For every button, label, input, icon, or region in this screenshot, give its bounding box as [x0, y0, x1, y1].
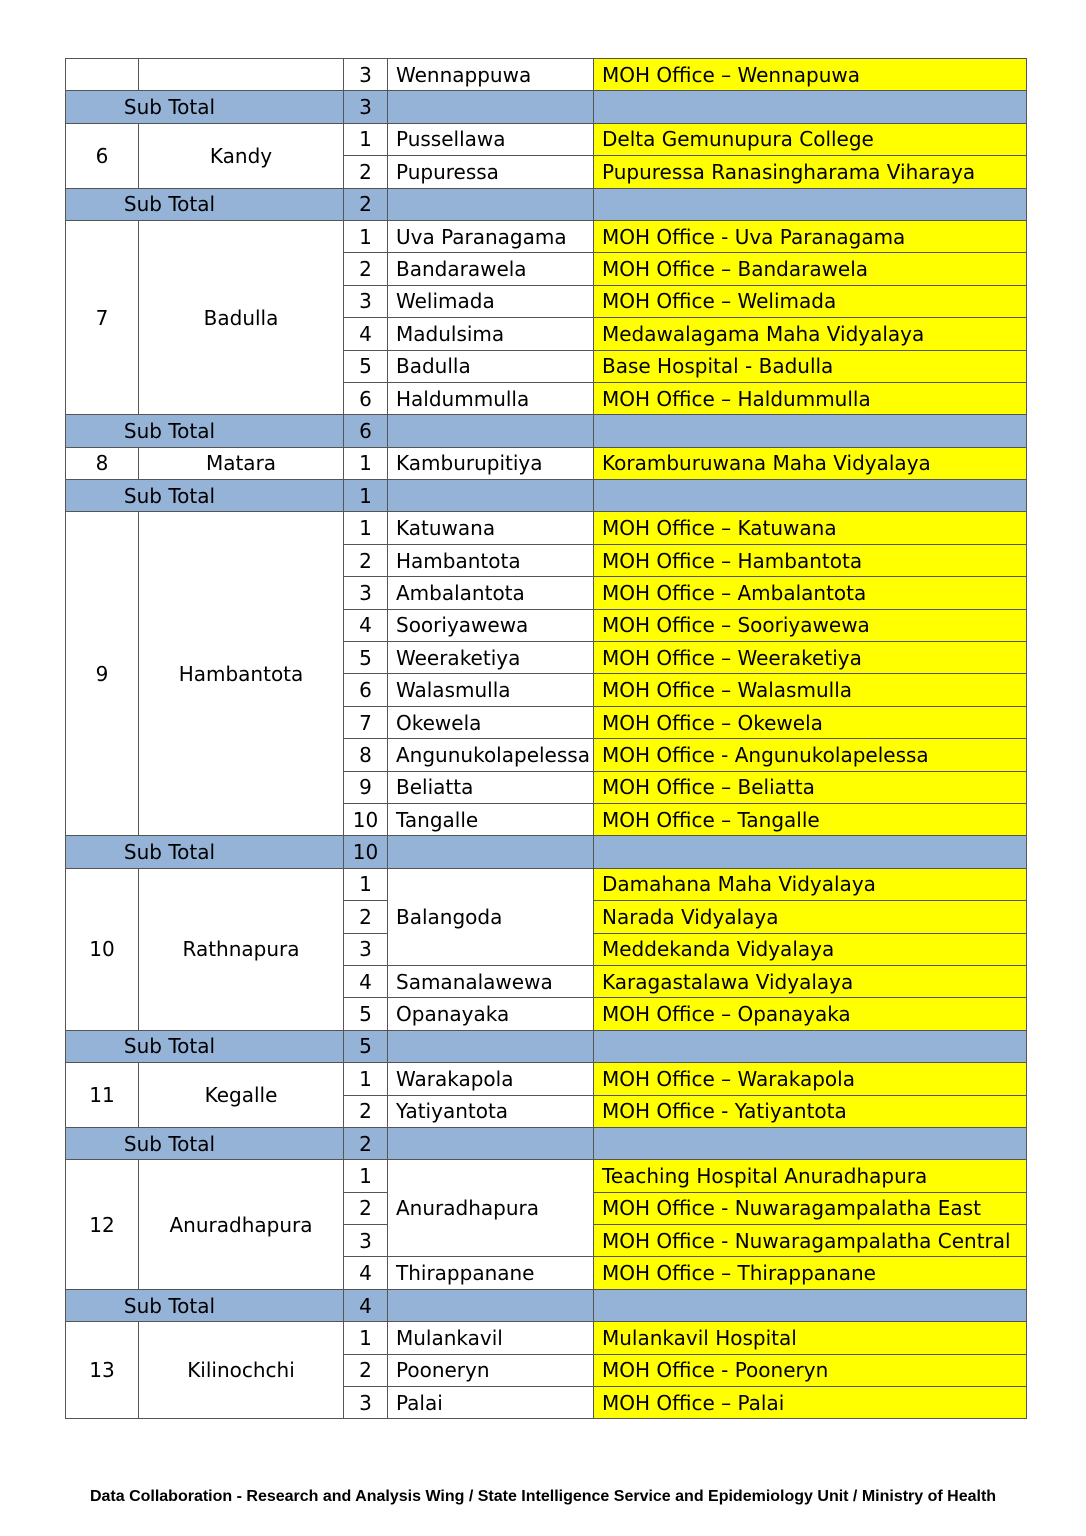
table-row	[66, 868, 1027, 900]
row-number: 2	[344, 253, 388, 285]
moh-area: Haldummulla	[388, 382, 594, 414]
table-row	[66, 512, 1027, 544]
subtotal-empty-cell	[594, 1127, 1027, 1159]
vaccination-site: MOH Office - Pooneryn	[594, 1354, 1027, 1386]
district-name: Anuradhapura	[139, 1160, 344, 1290]
row-number: 2	[344, 1192, 388, 1224]
district-number: 11	[66, 1063, 139, 1128]
district-number: 7	[66, 220, 139, 414]
subtotal-row	[66, 480, 1027, 512]
moh-area: Palai	[388, 1387, 594, 1419]
vaccination-site: Koramburuwana Maha Vidyalaya	[594, 447, 1027, 479]
vaccination-site: MOH Office – Walasmulla	[594, 674, 1027, 706]
vaccination-site: Narada Vidyalaya	[594, 901, 1027, 933]
row-number: 3	[344, 577, 388, 609]
row-number: 5	[344, 642, 388, 674]
moh-area: Uva Paranagama	[388, 220, 594, 252]
table-row	[66, 1063, 1027, 1095]
district-number: 8	[66, 447, 139, 479]
subtotal-empty-cell	[388, 480, 594, 512]
district-name: Kandy	[139, 123, 344, 188]
subtotal-empty-cell	[594, 415, 1027, 447]
district-name: Rathnapura	[139, 868, 344, 1030]
moh-area: Madulsima	[388, 318, 594, 350]
subtotal-empty-cell	[594, 836, 1027, 868]
table-row	[66, 447, 1027, 479]
row-number: 8	[344, 739, 388, 771]
subtotal-label: Sub Total	[66, 480, 344, 512]
district-number: 13	[66, 1322, 139, 1419]
vaccination-site: MOH Office - Uva Paranagama	[594, 220, 1027, 252]
row-number: 4	[344, 1257, 388, 1289]
subtotal-label: Sub Total	[66, 415, 344, 447]
subtotal-row	[66, 415, 1027, 447]
subtotal-row	[66, 836, 1027, 868]
vaccination-site: Karagastalawa Vidyalaya	[594, 965, 1027, 997]
subtotal-value: 3	[344, 91, 388, 123]
moh-area: Warakapola	[388, 1063, 594, 1095]
row-number: 3	[344, 1225, 388, 1257]
subtotal-row	[66, 188, 1027, 220]
district-number: 9	[66, 512, 139, 836]
vaccination-site: MOH Office – Tangalle	[594, 803, 1027, 835]
subtotal-label: Sub Total	[66, 91, 344, 123]
subtotal-row	[66, 1127, 1027, 1159]
table-row	[66, 123, 1027, 155]
moh-area: Yatiyantota	[388, 1095, 594, 1127]
moh-area: Wennappuwa	[388, 59, 594, 91]
district-name: Hambantota	[139, 512, 344, 836]
subtotal-label: Sub Total	[66, 1030, 344, 1062]
moh-area: Pupuressa	[388, 156, 594, 188]
district-name	[139, 59, 344, 91]
moh-area: Pooneryn	[388, 1354, 594, 1386]
row-number: 4	[344, 318, 388, 350]
subtotal-empty-cell	[594, 480, 1027, 512]
vaccination-site: Pupuressa Ranasingharama Viharaya	[594, 156, 1027, 188]
row-number: 2	[344, 901, 388, 933]
moh-area: Okewela	[388, 706, 594, 738]
district-number	[66, 59, 139, 91]
row-number: 1	[344, 447, 388, 479]
row-number: 5	[344, 998, 388, 1030]
subtotal-value: 5	[344, 1030, 388, 1062]
vaccination-site: MOH Office – Sooriyawewa	[594, 609, 1027, 641]
row-number: 4	[344, 609, 388, 641]
moh-area: Thirappanane	[388, 1257, 594, 1289]
moh-area: Pussellawa	[388, 123, 594, 155]
row-number: 3	[344, 285, 388, 317]
subtotal-label: Sub Total	[66, 1289, 344, 1321]
subtotal-row	[66, 1289, 1027, 1321]
vaccination-site: Medawalagama Maha Vidyalaya	[594, 318, 1027, 350]
vaccination-site: MOH Office - Angunukolapelessa	[594, 739, 1027, 771]
vaccination-site: MOH Office – Warakapola	[594, 1063, 1027, 1095]
row-number: 1	[344, 220, 388, 252]
vaccination-site: Meddekanda Vidyalaya	[594, 933, 1027, 965]
row-number: 3	[344, 59, 388, 91]
vaccination-site: Teaching Hospital Anuradhapura	[594, 1160, 1027, 1192]
district-name: Kilinochchi	[139, 1322, 344, 1419]
table-row	[66, 1322, 1027, 1354]
moh-area: Katuwana	[388, 512, 594, 544]
moh-area: Kamburupitiya	[388, 447, 594, 479]
subtotal-label: Sub Total	[66, 836, 344, 868]
subtotal-label: Sub Total	[66, 1127, 344, 1159]
subtotal-value: 1	[344, 480, 388, 512]
row-number: 2	[344, 1095, 388, 1127]
subtotal-empty-cell	[388, 836, 594, 868]
subtotal-value: 6	[344, 415, 388, 447]
row-number: 6	[344, 674, 388, 706]
vaccination-site: MOH Office – Opanayaka	[594, 998, 1027, 1030]
moh-area: Weeraketiya	[388, 642, 594, 674]
vaccination-site: MOH Office – Katuwana	[594, 512, 1027, 544]
row-number: 3	[344, 933, 388, 965]
row-number: 7	[344, 706, 388, 738]
vaccination-site: Mulankavil Hospital	[594, 1322, 1027, 1354]
vaccination-site: MOH Office – Bandarawela	[594, 253, 1027, 285]
footer-credit: Data Collaboration - Research and Analysis Wing / State Intelligence Service and Epidemiology Unit / Ministry of Health	[89, 1488, 997, 1505]
moh-area: Welimada	[388, 285, 594, 317]
vaccination-site: MOH Office – Hambantota	[594, 544, 1027, 576]
subtotal-value: 10	[344, 836, 388, 868]
vaccination-site: MOH Office – Welimada	[594, 285, 1027, 317]
district-name: Matara	[139, 447, 344, 479]
table-row	[66, 59, 1027, 91]
row-number: 2	[344, 544, 388, 576]
district-name: Kegalle	[139, 1063, 344, 1128]
moh-area: Mulankavil	[388, 1322, 594, 1354]
vaccination-site: MOH Office – Okewela	[594, 706, 1027, 738]
table-row	[66, 220, 1027, 252]
vaccination-site: MOH Office - Nuwaragampalatha Central	[594, 1225, 1027, 1257]
vaccination-site: MOH Office – Ambalantota	[594, 577, 1027, 609]
subtotal-value: 4	[344, 1289, 388, 1321]
subtotal-empty-cell	[594, 91, 1027, 123]
moh-area: Balangoda	[388, 868, 594, 965]
vaccination-site: MOH Office - Nuwaragampalatha East	[594, 1192, 1027, 1224]
subtotal-empty-cell	[388, 1289, 594, 1321]
row-number: 1	[344, 868, 388, 900]
subtotal-value: 2	[344, 1127, 388, 1159]
row-number: 6	[344, 382, 388, 414]
vaccination-site: Damahana Maha Vidyalaya	[594, 868, 1027, 900]
row-number: 2	[344, 1354, 388, 1386]
vaccination-site: MOH Office – Weeraketiya	[594, 642, 1027, 674]
moh-area: Badulla	[388, 350, 594, 382]
row-number: 1	[344, 1063, 388, 1095]
subtotal-value: 2	[344, 188, 388, 220]
vaccination-site: MOH Office – Wennapuwa	[594, 59, 1027, 91]
vaccination-site: MOH Office – Palai	[594, 1387, 1027, 1419]
moh-area: Tangalle	[388, 803, 594, 835]
moh-area: Sooriyawewa	[388, 609, 594, 641]
row-number: 1	[344, 1322, 388, 1354]
moh-area: Opanayaka	[388, 998, 594, 1030]
vaccination-site: MOH Office - Yatiyantota	[594, 1095, 1027, 1127]
row-number: 10	[344, 803, 388, 835]
moh-area: Ambalantota	[388, 577, 594, 609]
vaccination-site: MOH Office – Thirappanane	[594, 1257, 1027, 1289]
vaccination-centres-table	[65, 58, 1027, 1419]
district-number: 12	[66, 1160, 139, 1290]
subtotal-label: Sub Total	[66, 188, 344, 220]
vaccination-site: MOH Office – Haldummulla	[594, 382, 1027, 414]
moh-area: Beliatta	[388, 771, 594, 803]
subtotal-empty-cell	[594, 1030, 1027, 1062]
moh-area: Anuradhapura	[388, 1160, 594, 1257]
row-number: 1	[344, 512, 388, 544]
row-number: 3	[344, 1387, 388, 1419]
subtotal-empty-cell	[594, 188, 1027, 220]
subtotal-row	[66, 91, 1027, 123]
row-number: 9	[344, 771, 388, 803]
subtotal-empty-cell	[388, 91, 594, 123]
moh-area: Hambantota	[388, 544, 594, 576]
moh-area: Bandarawela	[388, 253, 594, 285]
subtotal-empty-cell	[388, 1127, 594, 1159]
vaccination-site: Delta Gemunupura College	[594, 123, 1027, 155]
moh-area: Samanalawewa	[388, 965, 594, 997]
moh-area: Walasmulla	[388, 674, 594, 706]
vaccination-site: MOH Office – Beliatta	[594, 771, 1027, 803]
subtotal-row	[66, 1030, 1027, 1062]
row-number: 4	[344, 965, 388, 997]
row-number: 2	[344, 156, 388, 188]
row-number: 5	[344, 350, 388, 382]
row-number: 1	[344, 123, 388, 155]
row-number: 1	[344, 1160, 388, 1192]
subtotal-empty-cell	[388, 1030, 594, 1062]
table-row	[66, 1160, 1027, 1192]
subtotal-empty-cell	[388, 188, 594, 220]
district-name: Badulla	[139, 220, 344, 414]
district-number: 6	[66, 123, 139, 188]
moh-area: Angunukolapelessa	[388, 739, 594, 771]
subtotal-empty-cell	[594, 1289, 1027, 1321]
subtotal-empty-cell	[388, 415, 594, 447]
vaccination-site: Base Hospital - Badulla	[594, 350, 1027, 382]
district-number: 10	[66, 868, 139, 1030]
